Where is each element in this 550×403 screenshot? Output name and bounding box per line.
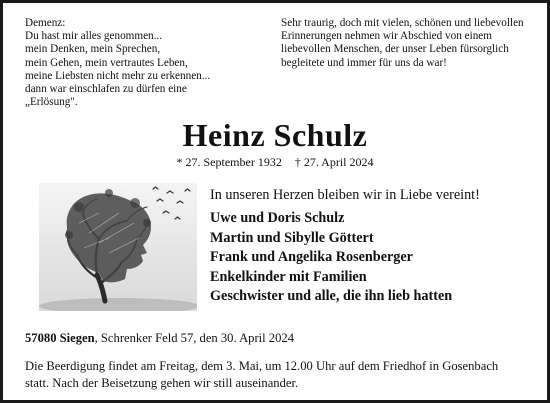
farewell-line: Erinnerungen nehmen wir Abschied von einem xyxy=(281,30,492,43)
farewell-line: Sehr traurig, doch mit vielen, schönen und liebevollen xyxy=(281,17,524,29)
tree-head-illustration xyxy=(39,183,197,311)
place-date-line xyxy=(25,331,294,346)
mourners-list xyxy=(210,209,452,307)
mourner-entry: Martin und Sibylle Göttert xyxy=(210,229,374,246)
life-dates xyxy=(3,155,547,169)
farewell-text xyxy=(281,17,543,70)
funeral-line: statt. Nach der Beisetzung gehen wir still auseinander. xyxy=(25,375,299,390)
mourner-entry: Geschwister und alle, die ihn lieb hatten xyxy=(210,288,453,305)
poem-line: dann war einschlafen zu dürfen eine xyxy=(25,83,187,96)
poem-line: mein Gehen, mein vertrautes Leben, xyxy=(25,56,188,69)
deceased-name: Heinz Schulz xyxy=(182,117,368,153)
poem-line: mein Denken, mein Sprechen, xyxy=(25,43,161,56)
place-city: 57080 Siegen xyxy=(25,331,95,345)
funeral-line: Die Beerdigung findet am Freitag, dem 3. Mai, um 12.00 Uhr auf dem Friedhof in Gosenbach xyxy=(25,359,499,373)
poem-line: Du hast mir alles genommen... xyxy=(25,30,163,43)
mourner-entry: Uwe und Doris Schulz xyxy=(210,210,345,226)
place-address-date: , Schrenker Feld 57, den 30. April 2024 xyxy=(94,331,294,345)
motto: In unseren Herzen bleiben wir in Liebe vereint! xyxy=(210,187,480,203)
poem-line: „Erlösung". xyxy=(25,96,78,109)
mourner-entry: Enkelkinder mit Familien xyxy=(210,268,367,285)
poem-line: Demenz: xyxy=(25,17,66,29)
poem-line: meine Liebsten nicht mehr zu erkennen... xyxy=(25,69,211,82)
birth-date: * 27. September 1932 xyxy=(176,155,282,169)
poem-block xyxy=(25,17,285,109)
funeral-info xyxy=(25,358,525,391)
mourner-entry: Frank und Angelika Rosenberger xyxy=(210,249,413,266)
farewell-line: liebevollen Menschen, der unser Leben fürsorglich xyxy=(281,43,509,56)
farewell-line: begleitete und immer für uns da war! xyxy=(281,56,447,69)
death-date: † 27. April 2024 xyxy=(294,155,374,169)
